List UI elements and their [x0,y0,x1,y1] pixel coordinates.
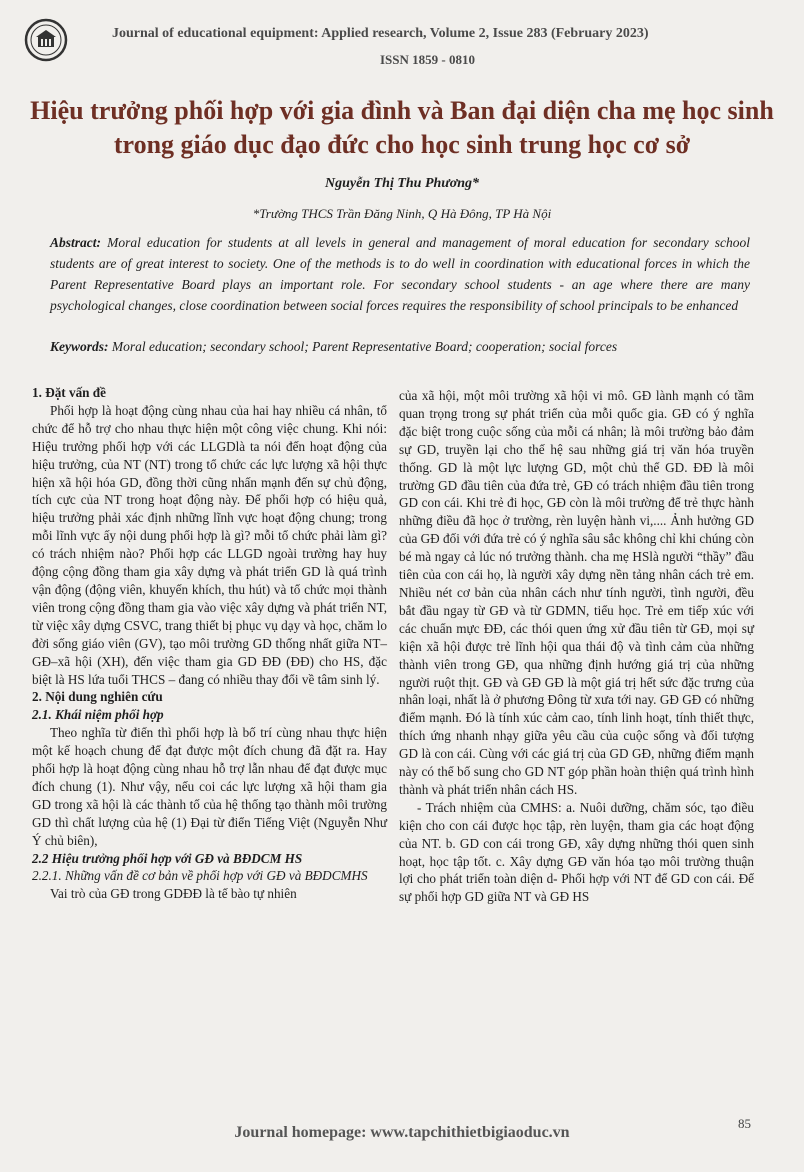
subsection-heading-2-2: 2.2 Hiệu trưởng phối hợp với GĐ và BĐDCM HS [32,850,303,866]
section-heading-2: 2. Nội dung nghiên cứu [32,689,163,705]
right-column [399,387,754,906]
journal-logo-icon [24,18,68,62]
paragraph: của xã hội, một môi trường xã hội vi mô. GĐ lành mạnh có tầm quan trọng trong sự phát triển của mỗi quốc gia. GĐ có ý nghĩa đặc biệt trong cuộc sống của mỗi cá nhân; là môi trường bảo đảm sự GD, truyền lại cho thế hệ sau những giá trị văn hóa truyền thống. GD là một lực lượng GD, một chủ thể GD. ĐĐ là môi trường GD đầu tiên của đứa trẻ, GĐ có trách nhiệm đầu tiên trong GD con cái. Khi trẻ đi học, GĐ còn là môi trường để trẻ thực hành những điều đã học ở trường, rèn luyện hành vi,.... Ảnh hưởng GD của GĐ đối với đứa trẻ có ý nghĩa sâu sắc không chỉ khi chúng còn bé mà ngay cả lúc nó trưởng thành. cha mẹ HSlà người “thầy” đầu tiên của con cái họ, là người xây dựng nền tảng nhân cách trẻ em. Nhiều nét cơ bản của nhân cách như tính người, tình người, đều bắt đầu ngay từ GĐ và từ GDMN, tiểu học. Trẻ em tiếp xúc với các chuẩn mực ĐĐ, các thói quen ứng xử đầu tiên từ GĐ, mọi sự kiện xã hội được trẻ lĩnh hội qua thái độ và tình cảm của những thành viên trong GĐ, qua những định hướng giá trị của những người ruột thịt. GĐ và GĐ GĐ là một giá trị hết sức đặc trưng của nhân loại, nhất là ở phương Đông từ xưa tới nay. GĐ GĐ có những điểm mạnh. Đó là tính xúc cảm cao, tính linh hoạt, tính thiết thực, thích ứng nhanh nhạy giữa yêu cầu của cuộc sống và đối tượng GD là con cái. Cùng với các giá trị của GD GĐ, những điểm mạnh này có thể bổ sung cho GD NT góp phần hoàn thiện quá trình hình thành và phát triển nhân cách HS. [399,388,754,797]
keywords [50,339,754,355]
section-heading-1: 1. Đặt vấn đề [32,385,106,400]
author: Nguyễn Thị Thu Phương* [325,176,479,191]
subsection-heading-2-2-1: 2.2.1. Những vấn đề cơ bản về phối hợp với GĐ và BĐDCMHS [32,868,368,884]
subsection-heading-2-1: 2.1. Khái niệm phối hợp [32,707,164,723]
paragraph: Theo nghĩa từ điển thì phối hợp là bố trí cùng nhau thực hiện một kế hoạch chung để đạt được một đích chung đã đặt ra. Hay phối hợp là hoạt động cùng nhau hỗ trợ lẫn nhau để đạt được mục đích chung (1). Như vậy, nếu coi các lực lượng xã hội tham gia GD trong xã hội là các thành tố của hệ thống tạo thành môi trường GD thì chất lượng của hệ (1) Đại từ điển Tiếng Việt (Nguyễn Như Ý chủ biên), [32,725,387,848]
paragraph: Phối hợp là hoạt động cùng nhau của hai hay nhiều cá nhân, tổ chức để hỗ trợ cho nhau thực hiện một công việc chung. Khi nói: Hiệu trưởng phối hợp với các LLGDlà ta nói đến hoạt động của hiệu trưởng, của NT (NT) trong tổ chức các lực lượng xã hội thực hiện xã hội hóa GD, đồng thời cũng nhấn mạnh đến sự chủ động, tích cực của NT trong hoạt động này. Để phối hợp có hiệu quả, hiệu trưởng phải xác định những lĩnh vực hoạt động chung; trong mỗi lĩnh vực ấy nội dung phối hợp là gì? mỗi tổ chức phải làm gì? có trách nhiệm nào? Phối hợp các LLGD ngoài trường hay huy động cộng đồng tham gia xây dựng và phát triển GD là quá trình vận động (động viên, khuyến khích, thu hút) và tổ chức mọi thành viên trong cộng đồng tham gia vào việc xây dựng và phát triển NT, từ việc xây dựng CSVC, trang thiết bị phục vụ dạy và học, chăm lo đời sống giáo viên (GV), tạo môi trường GD thống nhất giữa NT–GĐ–xã hội (XH), đến việc tham gia GD ĐĐ (ĐĐ) cho HS, đặc biệt là HS lứa tuổi THCS – đang có nhiều thay đổi về tâm sinh lý. [32,402,387,687]
abstract [50,232,750,316]
journal-header: Journal of educational equipment: Applied research, Volume 2, Issue 283 (February 2023) [112,26,649,41]
paragraph: Vai trò của GĐ trong GDĐĐ là tế bào tự nhiên [50,886,297,902]
abstract-text: Moral education for students at all levels in general and management of moral education for secondary school students are of great interest to society. One of the methods is to do well in coordination with educational forces in which the Parent Representative Board plays an important role. For secondary school students - an age where there are many psychological changes, close coordination between social forces requires the responsibility of school principals to be enhanced [50,235,750,313]
keywords-label: Keywords: [50,339,109,354]
abstract-label: Abstract: [50,235,102,250]
page-number: 85 [738,1116,751,1131]
issn: ISSN 1859 - 0810 [380,52,475,67]
affiliation: *Trường THCS Trần Đăng Ninh, Q Hà Đông, TP Hà Nội [252,206,552,221]
left-column [32,384,387,903]
paragraph: - Trách nhiệm của CMHS: a. Nuôi dưỡng, chăm sóc, tạo điều kiện cho con cái được học tập, rèn luyện, tham gia các hoạt động của NT. b. GD con cái trong GĐ, xây dựng những thói quen sinh hoạt, học tập tốt. c. Xây dựng GĐ văn hóa tạo môi trường thuận lợi cho phát triển toàn diện d- Phối hợp với NT để GD con cái. Để sự phối hợp GD giữa NT và GĐ HS [399,799,754,905]
article-title: Hiệu trưởng phối hợp với gia đình và Ban đại diện cha mẹ học sinh trong giáo dục đạo đức cho học sinh trung học cơ sở [30,96,774,159]
journal-homepage: Journal homepage: www.tapchithietbigiaoduc.vn [234,1124,570,1141]
keywords-text: Moral education; secondary school; Parent Representative Board; cooperation; social forces [111,339,618,354]
